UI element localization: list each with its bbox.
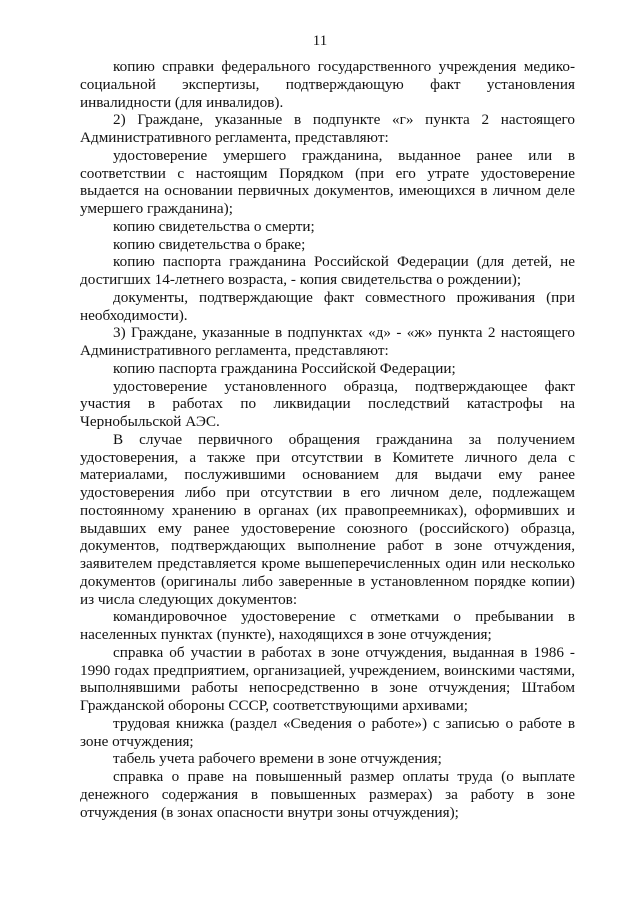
document-body <box>80 58 575 821</box>
paragraph: удостоверение умершего гражданина, выданное ранее или в соответствии с настоящим Порядком (при его утрате удостоверение выдается на основании первичных документов, имеющихся в личном деле умершего гражданина); <box>80 146 575 217</box>
paragraph: справка об участии в работах в зоне отчуждения, выданная в 1986 - 1990 годах предприятием, организацией, учреждением, воинскими частями, выполнявшими работы непосредственно в зоне отчуждения; Штабом Гражданской обороны СССР, соответствующими архивами; <box>80 643 575 714</box>
paragraph: табель учета рабочего времени в зоне отчуждения; <box>113 750 442 768</box>
page-number: 11 <box>312 33 328 49</box>
paragraph: 3) Граждане, указанные в подпунктах «д» - «ж» пункта 2 настоящего Административного регламента, представляют: <box>80 324 575 359</box>
paragraph: документы, подтверждающие факт совместного проживания (при необходимости). <box>80 288 575 324</box>
paragraph: удостоверение установленного образца, подтверждающее факт участия в работах по ликвидации последствий катастрофы на Чернобыльской АЭС. <box>80 377 575 430</box>
paragraph: копию паспорта гражданина Российской Федерации (для детей, не достигших 14-летнего возраста, - копия свидетельства о рождении); <box>80 253 575 288</box>
paragraph: 2) Граждане, указанные в подпункте «г» пункта 2 настоящего Административного регламента, представляют: <box>80 111 575 146</box>
paragraph: командировочное удостоверение с отметками о пребывании в населенных пунктах (пункте), находящихся в зоне отчуждения; <box>80 608 575 643</box>
paragraph: трудовая книжка (раздел «Сведения о работе») с записью о работе в зоне отчуждения; <box>80 714 575 750</box>
paragraph: В случае первичного обращения гражданина за получением удостоверения, а также при отсутствии в Комитете личного дела с материалами, послужившими основанием для выдачи ему ранее удостоверения либо при отсутствии в его личном деле, подлежащем постоянному хранению в органах (их правопреемниках), оформивших и выдавших ему ранее удостоверение союзного (российского) образца, документов, подтверждающих выполнение работ в зоне отчуждения, заявителем представляется кроме вышеперечисленных один или несколько документов (оригиналы либо заверенные в установленном порядке копии) из числа следующих документов: <box>80 430 575 608</box>
paragraph: копию свидетельства о браке; <box>113 235 306 253</box>
paragraph: справка о праве на повышенный размер оплаты труда (о выплате денежного содержания в повышенных размерах) за работу в зоне отчуждения (в зонах опасности внутри зоны отчуждения); <box>80 768 575 821</box>
paragraph: копию свидетельства о смерти; <box>113 217 315 235</box>
paragraph: копию справки федерального государственного учреждения медико-социальной экспертизы, подтверждающую факт установления инвалидности (для инвалидов). <box>80 58 575 111</box>
paragraph: копию паспорта гражданина Российской Федерации; <box>113 359 456 377</box>
